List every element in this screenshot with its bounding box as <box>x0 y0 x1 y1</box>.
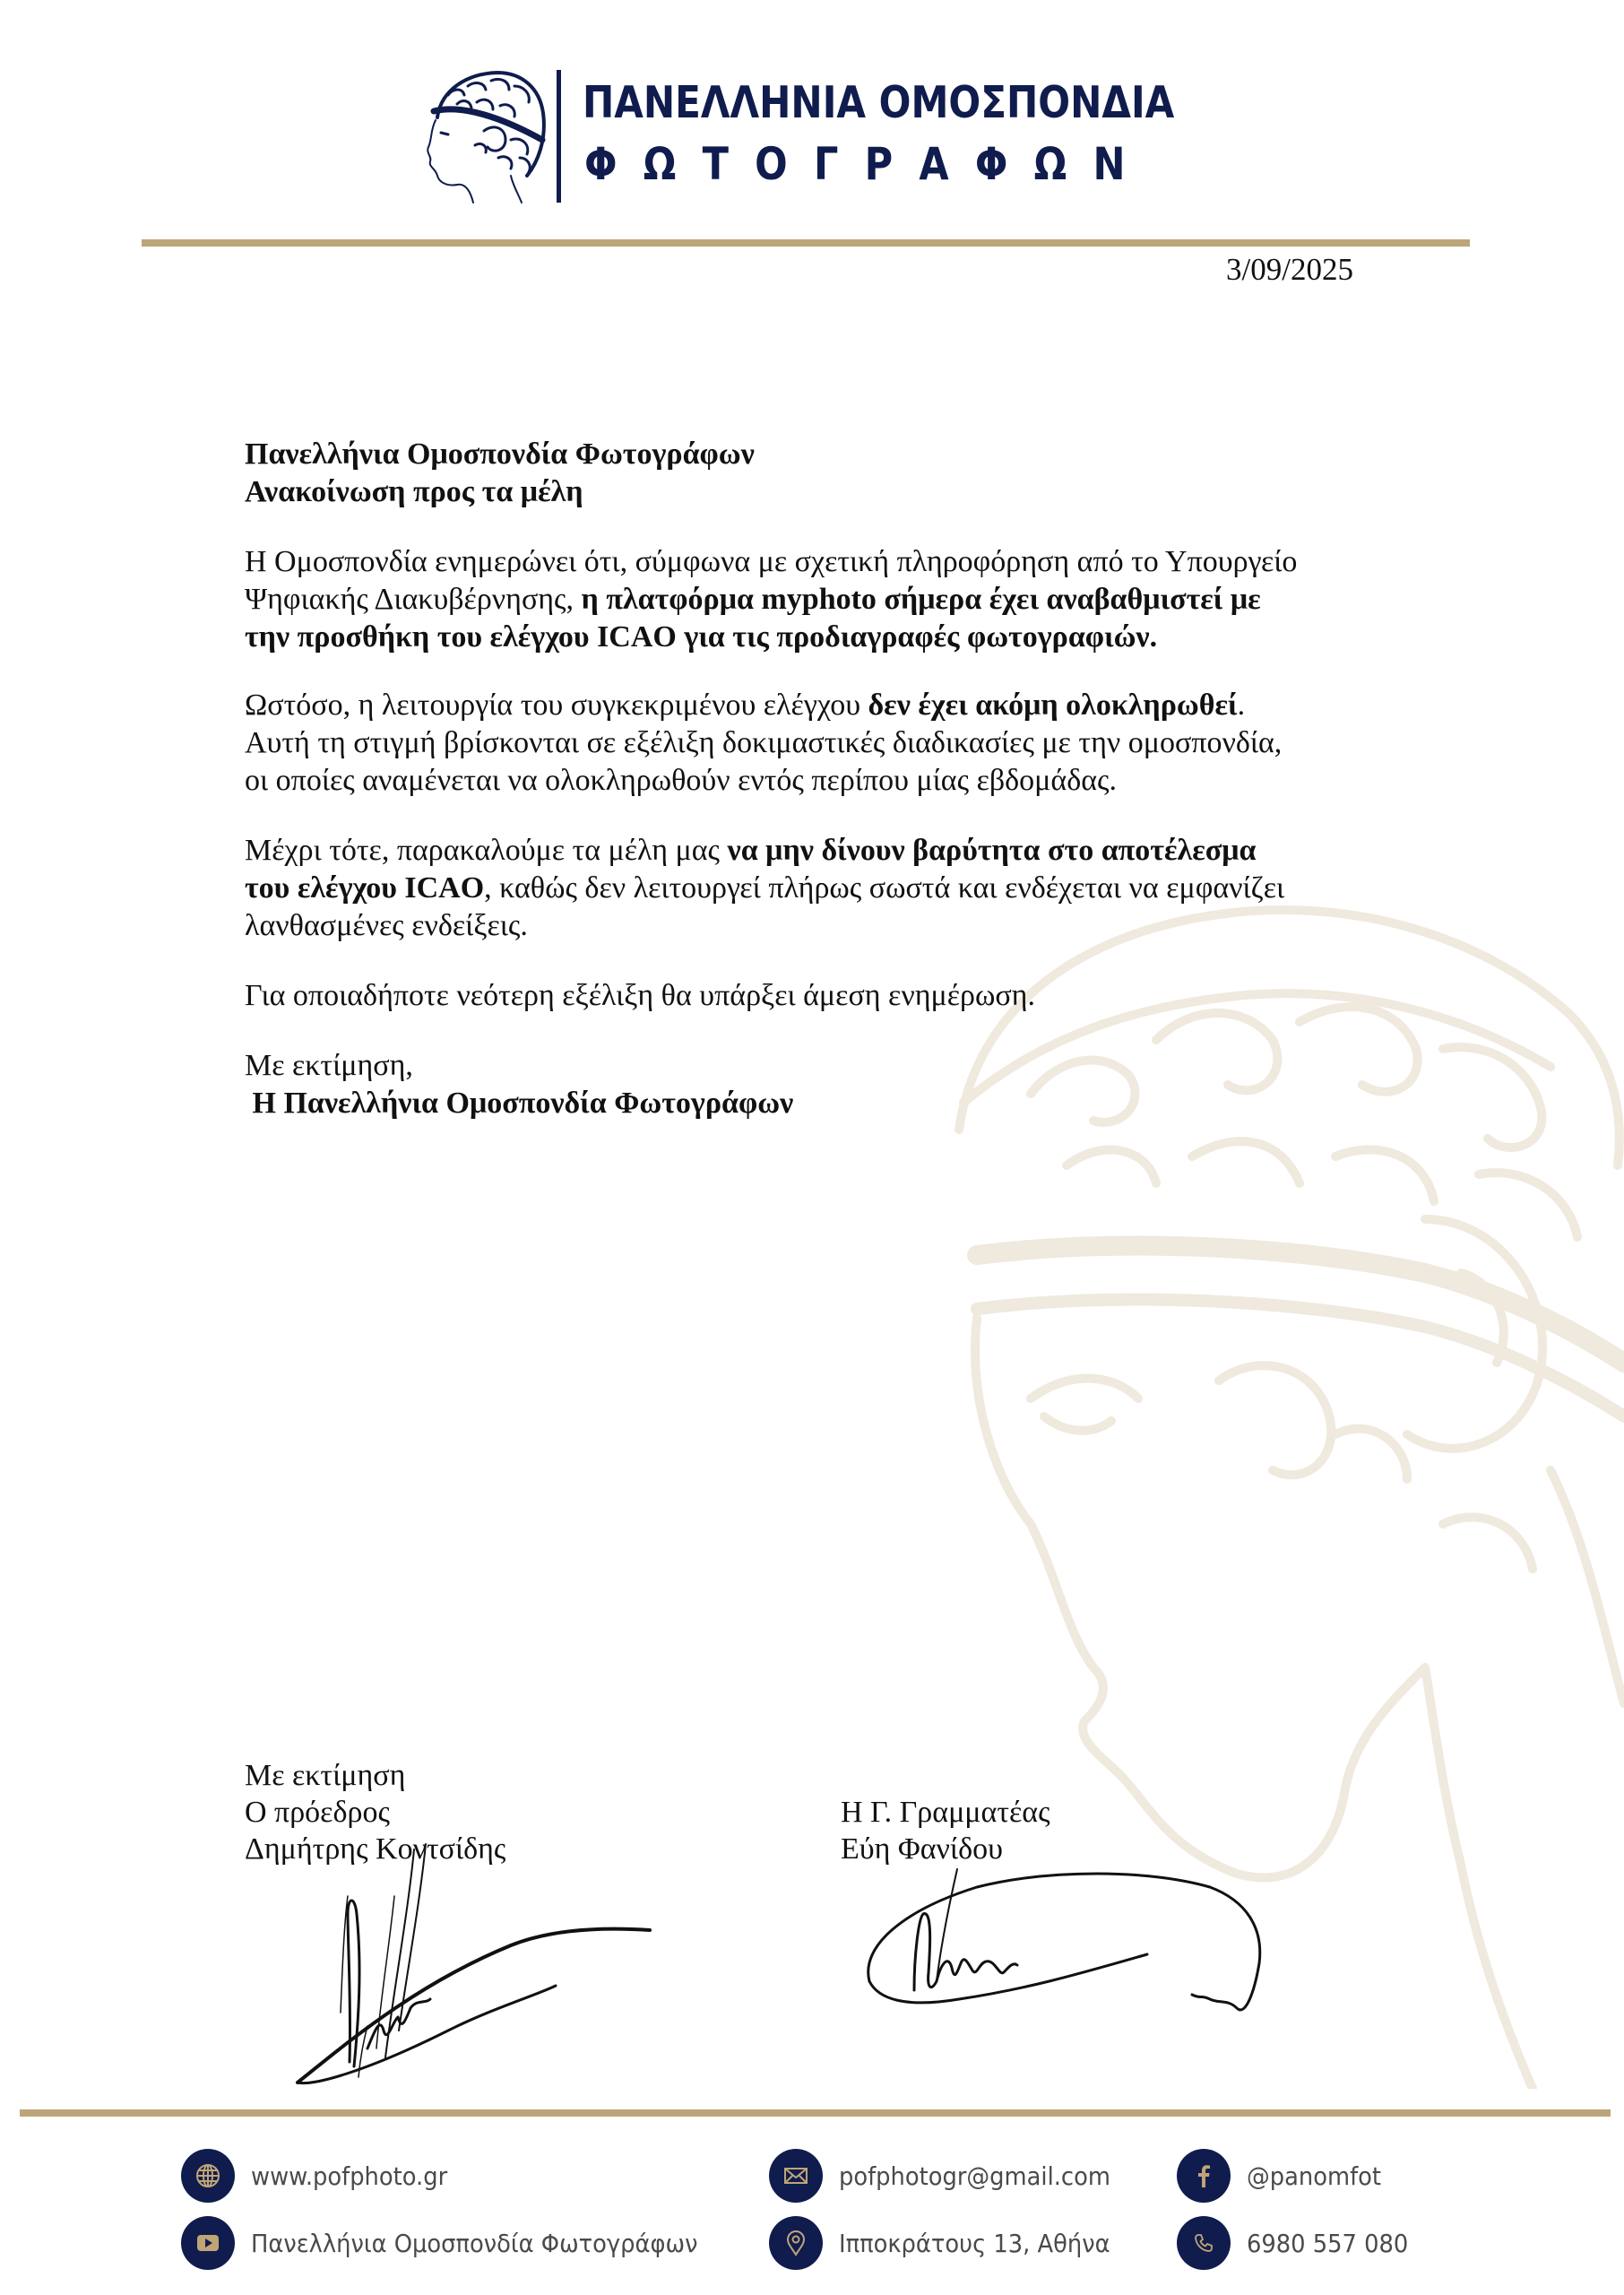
location-pin-icon <box>769 2216 823 2270</box>
paragraph-4: Για οποιαδήποτε νεότερη εξέλιξη θα υπάρξει άμεση ενημέρωση. <box>245 979 1035 1012</box>
p1-line-2-bold: η πλατφόρμα myphoto σήμερα έχει αναβαθμιστεί με <box>581 583 1261 616</box>
p2-line-3: οι οποίες αναμένεται να ολοκληρωθούν εντός περίπου μίας εβδομάδας. <box>245 764 1118 797</box>
p3-line-1 <box>245 832 1284 870</box>
sig-name-president: Δημήτρης Κοντσίδης <box>245 1832 506 1866</box>
p3-line-3: λανθασμένες ενδείξεις. <box>245 909 528 942</box>
closing-line-2: Η Πανελλήνια Ομοσπονδία Φωτογράφων <box>245 1087 794 1120</box>
heading-line-1: Πανελλήνια Ομοσπονδία Φωτογράφων <box>245 437 755 471</box>
youtube-icon <box>181 2216 235 2270</box>
footer-website[interactable] <box>181 2149 464 2203</box>
president-handwritten-signature <box>287 1842 708 2093</box>
footer-phone[interactable] <box>1177 2216 1422 2270</box>
signature-block-secretary <box>841 1794 1050 1867</box>
p3-line-2 <box>245 870 1284 907</box>
facebook-icon <box>1177 2149 1231 2203</box>
youtube-channel-link[interactable]: Πανελλήνια Ομοσπονδία Φωτογράφων <box>251 2228 698 2258</box>
paragraph-3 <box>245 832 1284 945</box>
closing-line-1: Με εκτίμηση, <box>245 1049 413 1082</box>
p1-line-2-regular: Ψηφιακής Διακυβέρνησης, <box>245 583 582 616</box>
footer-email[interactable] <box>769 2149 1134 2203</box>
p1-line-3 <box>245 619 1297 656</box>
p1-line-3-bold: την προσθήκη του ελέγχου ICAO για τις προδιαγραφές φωτογραφιών. <box>245 620 1158 654</box>
logo-head-icon <box>421 68 547 204</box>
secretary-handwritten-signature <box>851 1865 1317 2026</box>
paragraph-2 <box>245 687 1282 800</box>
website-link[interactable]: www.pofphoto.gr <box>251 2161 448 2191</box>
sig-name-secretary: Εύη Φανίδου <box>841 1832 1003 1866</box>
org-name-line1: ΠΑΝΕΛΛΗΝΙΑ ΟΜΟΣΠΟΝΔΙΑ <box>583 77 1175 128</box>
footer-divider <box>20 2109 1611 2117</box>
footer-address <box>769 2216 1134 2270</box>
letter-heading <box>245 436 755 511</box>
p2-line-1 <box>245 687 1282 724</box>
p1-line-1: Η Ομοσπονδία ενημερώνει ότι, σύμφωνα με σχετική πληροφόρηση από το Υπουργείο <box>245 545 1298 578</box>
p3-line-2-bold: του ελέγχου ICAO <box>245 871 485 905</box>
p3-line-1-bold: να μην δίνουν βαρύτητα στο αποτέλεσμα <box>727 834 1257 867</box>
mail-icon <box>769 2149 823 2203</box>
p3-line-1-regular: Μέχρι τότε, παρακαλούμε τα μέλη μας <box>245 834 728 867</box>
header-divider <box>142 239 1470 247</box>
p3-line-2-regular: , καθώς δεν λειτουργεί πλήρως σωστά και ενδέχεται να εμφανίζει <box>484 871 1285 905</box>
sig-role-secretary: Η Γ. Γραμματέας <box>841 1796 1050 1829</box>
org-name-line2: ΦΩΤΟΓΡΑΦΩΝ <box>584 138 1152 190</box>
logo-divider <box>557 70 561 203</box>
letter-closing <box>245 1047 793 1122</box>
phone-icon <box>1177 2216 1231 2270</box>
p2-line-2: Αυτή τη στιγμή βρίσκονται σε εξέλιξη δοκιμαστικές διαδικασίες με την ομοσπονδία, <box>245 726 1283 759</box>
footer-facebook[interactable] <box>1177 2149 1393 2203</box>
p2-line-1-regular: Ωστόσο, η λειτουργία του συγκεκριμένου ελέγχου <box>245 688 868 722</box>
facebook-handle-link[interactable]: @panomfot <box>1247 2161 1382 2191</box>
sig-greeting: Με εκτίμηση <box>245 1759 406 1792</box>
p2-line-1-period: . <box>1237 688 1246 722</box>
letter-date: 3/09/2025 <box>1226 252 1353 287</box>
footer-youtube[interactable] <box>181 2216 737 2270</box>
p1-line-2 <box>245 581 1297 619</box>
paragraph-1 <box>245 543 1297 656</box>
sig-role-president: Ο πρόεδρος <box>245 1796 390 1829</box>
phone-number-link[interactable]: 6980 557 080 <box>1247 2228 1409 2258</box>
p2-line-1-bold: δεν έχει ακόμη ολοκληρωθεί <box>868 688 1238 722</box>
email-link[interactable]: pofphotogr@gmail.com <box>839 2161 1110 2191</box>
address-text: Ιπποκράτους 13, Αθήνα <box>839 2228 1110 2258</box>
heading-line-2: Ανακοίνωση προς τα μέλη <box>245 475 583 508</box>
globe-icon <box>181 2149 235 2203</box>
